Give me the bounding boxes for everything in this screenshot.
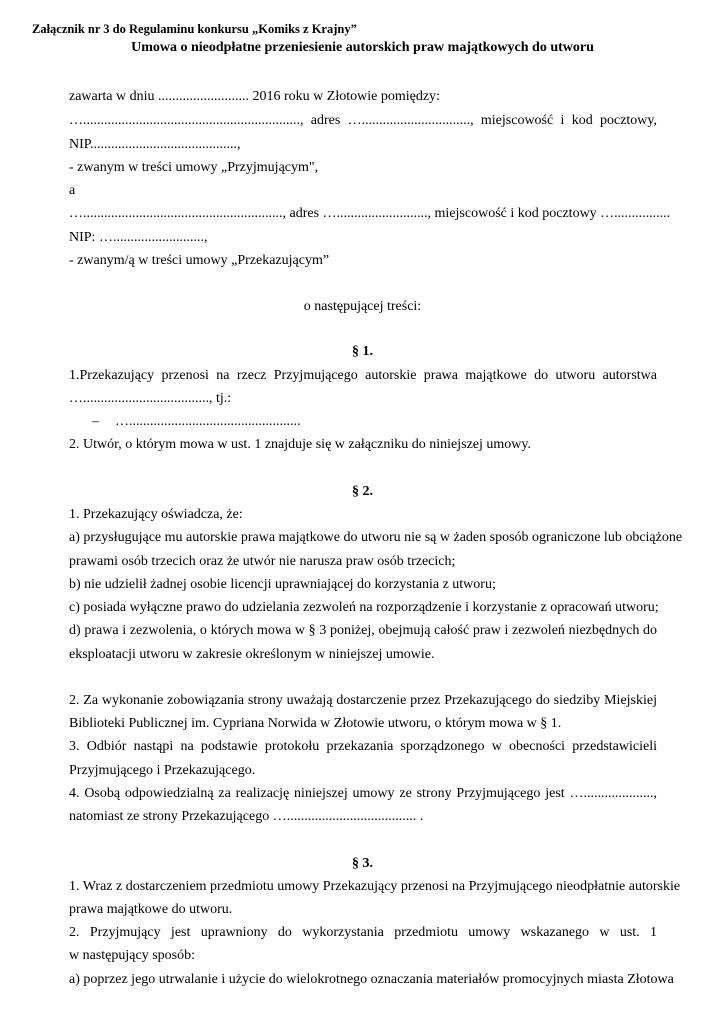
- document-title: Umowa o nieodpłatne przeniesienie autorskich praw majątkowych do utworu: [131, 40, 594, 55]
- s1-paragraph-1a: 1.Przekazujący przenosi na rzecz Przyjmującego autorskie prawa majątkowe do utworu autorstwa: [69, 368, 657, 383]
- annex-header: Załącznik nr 3 do Regulaminu konkursu „Komiks z Krajny”: [32, 22, 357, 36]
- s2-point-a2: prawami osób trzecich oraz że utwór nie narusza praw osób trzecich;: [69, 554, 456, 569]
- party1-nip-line: NIP..........................................,: [69, 137, 241, 152]
- intro-line: o następującej treści:: [303, 299, 422, 314]
- s2-point-a1: a) przysługujące mu autorskie prawa majątkowe do utworu nie są w żaden sposób ograniczone lub obciążone: [69, 530, 683, 545]
- s2-paragraph-3b: Przyjmującego i Przekazującego.: [69, 763, 256, 778]
- s1-bullet-text: ….................................................: [115, 414, 301, 429]
- conjunction-line: a: [69, 183, 76, 198]
- s2-paragraph-4b: natomiast ze strony Przekazującego …..................................... .: [69, 809, 424, 824]
- s2-point-b: b) nie udzielił żadnej osobie licencji uprawniającej do korzystania z utworu;: [69, 577, 496, 592]
- party1-name-line: ….............................................................., adres …..............................., miejscowość i kod pocztowy,: [69, 113, 657, 128]
- s1-paragraph-1b: …...................................., tj.:: [69, 391, 232, 406]
- contract-date-line: zawarta w dniu .......................... 2016 roku w Złotowie pomiędzy:: [69, 89, 440, 104]
- section-1-heading: § 1.: [352, 344, 373, 359]
- party1-role-line: - zwanym w treści umowy „Przyjmującym",: [69, 160, 319, 175]
- s1-paragraph-2: 2. Utwór, o którym mowa w ust. 1 znajduje się w załączniku do niniejszej umowy.: [69, 437, 531, 452]
- section-2-heading: § 2.: [352, 484, 373, 499]
- s2-point-d1: d) prawa i zezwolenia, o których mowa w § 3 poniżej, obejmują całość praw i zezwoleń niezbędnych do: [69, 623, 657, 638]
- s2-point-d2: eksploatacji utworu w zakresie określonym w niniejszej umowie.: [69, 647, 435, 662]
- section-3-heading: § 3.: [352, 856, 373, 871]
- s2-paragraph-3a: 3. Odbiór nastąpi na podstawie protokołu przekazania sporządzonego w obecności przedstawicieli: [69, 739, 657, 754]
- s3-point-a: a) poprzez jego utrwalanie i użycie do wielokrotnego oznaczania materiałów promocyjnych miasta Złotowa: [69, 972, 674, 987]
- s3-paragraph-2a: 2. Przyjmujący jest uprawniony do wykorzystania przedmiotu umowy wskazanego w ust. 1: [69, 925, 657, 940]
- party2-name-line: …........................................................., adres ….........................., miejscowość i kod pocztowy …................: [69, 206, 671, 221]
- s3-paragraph-2b: w następujący sposób:: [69, 948, 195, 963]
- s2-point-c: c) posiada wyłączne prawo do udzielania zezwoleń na rozporządzenie i korzystanie z opracowań utworu;: [69, 600, 659, 615]
- s3-paragraph-1a: 1. Wraz z dostarczeniem przedmiotu umowy Przekazujący przenosi na Przyjmującego nieodpłatnie autorskie: [69, 879, 681, 894]
- party2-role-line: - zwanym/ą w treści umowy „Przekazującym”: [69, 253, 330, 268]
- s2-paragraph-2a: 2. Za wykonanie zobowiązania strony uważają dostarczenie przez Przekazującego do siedziby Miejskiej: [69, 693, 657, 708]
- s3-paragraph-1b: prawa majątkowe do utworu.: [69, 902, 233, 917]
- s2-paragraph-4a: 4. Osobą odpowiedzialną za realizację niniejszej umowy ze strony Przyjmującego jest …....................,: [69, 786, 657, 801]
- s2-paragraph-2b: Biblioteki Publicznej im. Cypriana Norwida w Złotowie utworu, o którym mowa w § 1.: [69, 716, 562, 731]
- s1-bullet-dash: –: [92, 414, 99, 429]
- party2-nip-line: NIP: …..........................,: [69, 230, 208, 245]
- s2-paragraph-1: 1. Przekazujący oświadcza, że:: [69, 507, 243, 522]
